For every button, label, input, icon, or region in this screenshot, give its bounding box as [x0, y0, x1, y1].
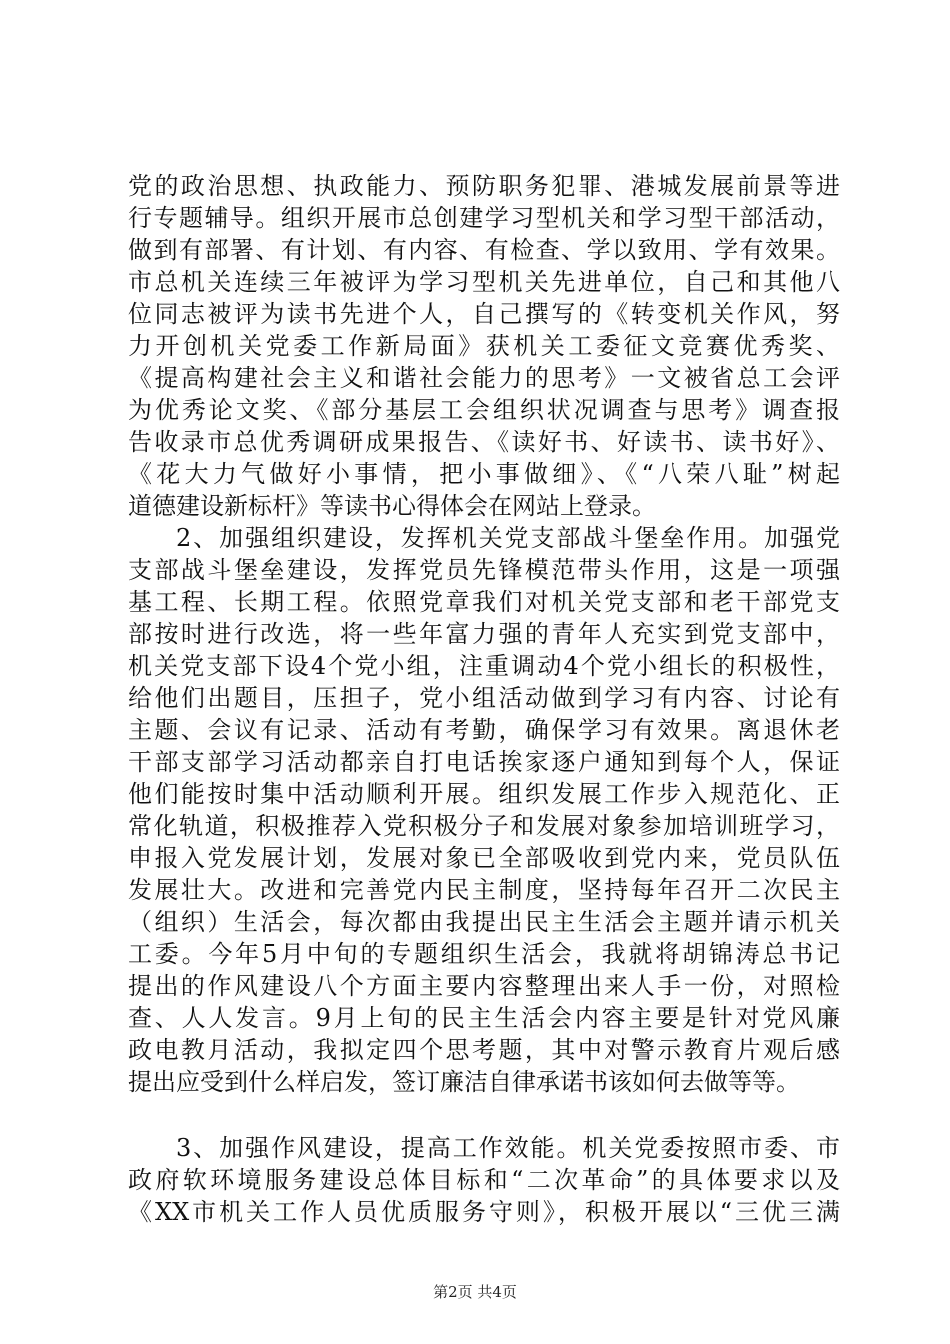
text-line: 做到有部署、有计划、有内容、有检查、学以致用、学有效果。: [128, 236, 840, 264]
text-line: 常化轨道，积极推荐入党积极分子和发展对象参加培训班学习，: [128, 812, 840, 840]
text-line: 市总机关连续三年被评为学习型机关先进单位，自己和其他八: [128, 268, 840, 296]
document-body: [128, 170, 840, 1228]
text-line: 政府软环境服务建设总体目标和“二次革命”的具体要求以及: [128, 1166, 840, 1194]
paragraph-2: [128, 522, 840, 1098]
text-line: 力开创机关党委工作新局面》获机关工委征文竞赛优秀奖、: [128, 332, 840, 360]
text-line: 给他们出题目，压担子，党小组活动做到学习有内容、讨论有: [128, 684, 840, 712]
text-line: 《提高构建社会主义和谐社会能力的思考》一文被省总工会评: [128, 364, 840, 392]
text-line: 干部支部学习活动都亲自打电话挨家逐户通知到每个人，保证: [128, 748, 840, 776]
text-line: 机关党支部下设4个党小组，注重调动4个党小组长的积极性，: [128, 652, 840, 680]
text-line: 申报入党发展计划，发展对象已全部吸收到党内来，党员队伍: [128, 844, 840, 872]
text-line: 基工程、长期工程。依照党章我们对机关党支部和老干部党支: [128, 588, 840, 616]
text-line: 道德建设新标杆》等读书心得体会在网站上登录。: [128, 492, 656, 520]
paragraph-gap: [128, 1098, 840, 1132]
text-line: 提出应受到什么样启发，签订廉洁自律承诺书该如何去做等等。: [128, 1068, 800, 1096]
paragraph-1: [128, 170, 840, 522]
text-line: 告收录市总优秀调研成果报告、《读好书、好读书、读书好》、: [128, 428, 840, 456]
text-line: 为优秀论文奖、《部分基层工会组织状况调查与思考》调查报: [128, 396, 840, 424]
text-line: 《XX市机关工作人员优质服务守则》，积极开展以“三优三满: [128, 1198, 840, 1226]
paragraph-3: [128, 1132, 840, 1228]
text-line: 党的政治思想、执政能力、预防职务犯罪、港城发展前景等进: [128, 172, 840, 200]
page-number: 第2页 共4页: [433, 1283, 517, 1301]
text-line: 政电教月活动，我拟定四个思考题，其中对警示教育片观后感: [128, 1036, 840, 1064]
text-line: 3、加强作风建设，提高工作效能。机关党委按照市委、市: [176, 1134, 840, 1162]
text-line: 《花大力气做好小事情，把小事做细》、《“八荣八耻”树起: [128, 460, 840, 488]
text-line: 工委。今年5月中旬的专题组织生活会，我就将胡锦涛总书记: [128, 940, 840, 968]
text-line: 发展壮大。改进和完善党内民主制度，坚持每年召开二次民主: [128, 876, 840, 904]
text-line: 查、人人发言。9月上旬的民主生活会内容主要是针对党风廉: [128, 1004, 840, 1032]
page-footer: [0, 1282, 950, 1302]
text-line: 部按时进行改选，将一些年富力强的青年人充实到党支部中，: [128, 620, 840, 648]
text-line: 他们能按时集中活动顺利开展。组织发展工作步入规范化、正: [128, 780, 840, 808]
text-line: 2、加强组织建设，发挥机关党支部战斗堡垒作用。加强党: [176, 524, 840, 552]
text-line: （组织）生活会，每次都由我提出民主生活会主题并请示机关: [128, 908, 840, 936]
text-line: 提出的作风建设八个方面主要内容整理出来人手一份，对照检: [128, 972, 840, 1000]
text-line: 位同志被评为读书先进个人，自己撰写的《转变机关作风，努: [128, 300, 840, 328]
text-line: 行专题辅导。组织开展市总创建学习型机关和学习型干部活动，: [128, 204, 840, 232]
text-line: 支部战斗堡垒建设，发挥党员先锋模范带头作用，这是一项强: [128, 556, 840, 584]
text-line: 主题、会议有记录、活动有考勤，确保学习有效果。离退休老: [128, 716, 840, 744]
